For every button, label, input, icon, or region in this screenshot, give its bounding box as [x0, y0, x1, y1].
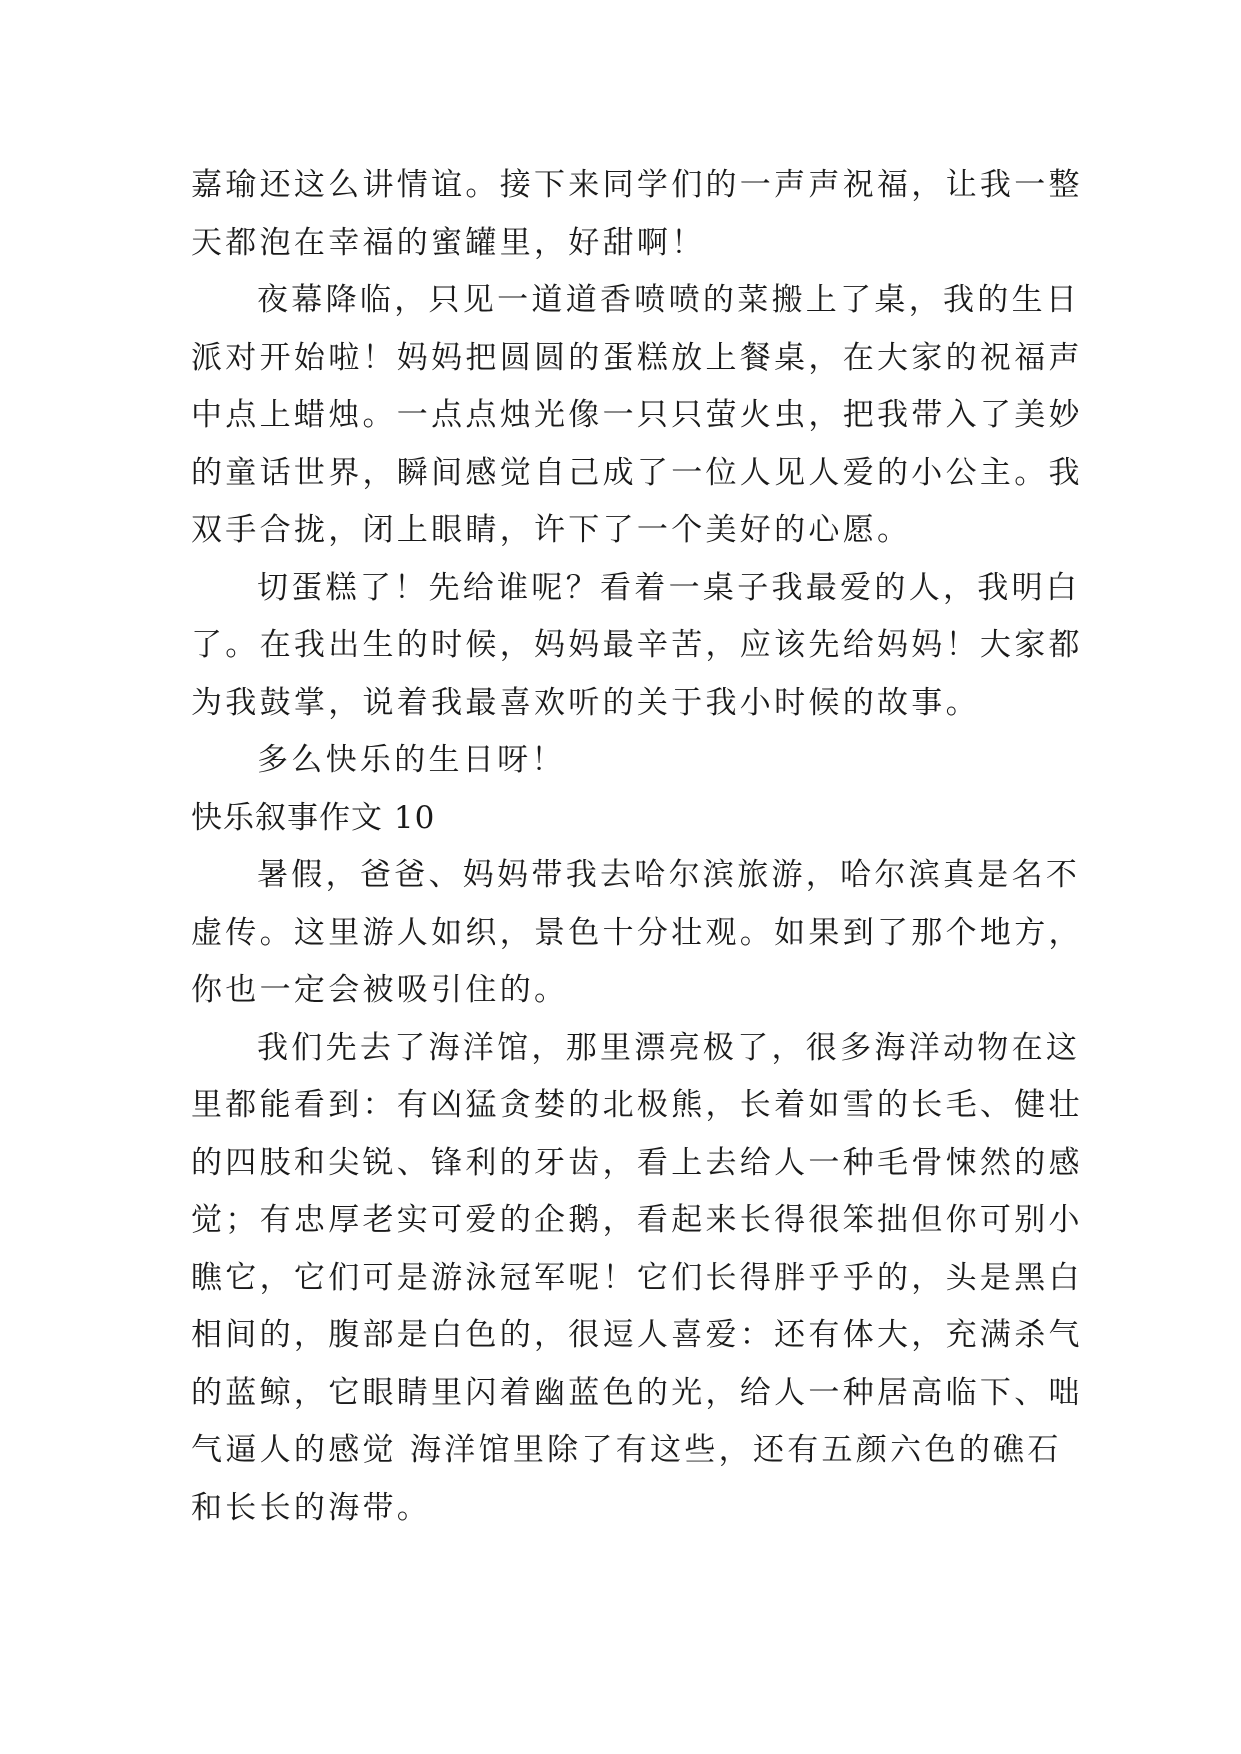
text-line: 的童话世界，瞬间感觉自己成了一位人见人爱的小公主。我 — [191, 454, 1083, 491]
text-line: 切蛋糕了！先给谁呢？看着一桌子我最爱的人，我明白 — [257, 569, 1081, 606]
document-body — [191, 157, 1083, 1537]
text-line: 气逼人的感觉 海洋馆里除了有这些，还有五颜六色的礁石 — [191, 1432, 1062, 1468]
text-line: 中点上蜡烛。一点点烛光像一只只萤火虫，把我带入了美妙 — [191, 397, 1083, 433]
text-line: 天都泡在幸福的蜜罐里，好甜啊！ — [191, 224, 706, 261]
text-line: 为我鼓掌，说着我最喜欢听的关于我小时候的故事。 — [191, 684, 980, 721]
text-line: 派对开始啦！妈妈把圆圆的蛋糕放上餐桌，在大家的祝福声 — [191, 339, 1083, 376]
text-line: 虚传。这里游人如织，景色十分壮观。如果到了那个地方， — [191, 914, 1083, 951]
text-line: 的四肢和尖锐、锋利的牙齿，看上去给人一种毛骨悚然的感 — [191, 1144, 1083, 1181]
text-line: 觉；有忠厚老实可爱的企鹅，看起来长得很笨拙但你可别小 — [191, 1202, 1083, 1238]
text-line: 和长长的海带。 — [191, 1489, 432, 1526]
text-line: 瞧它，它们可是游泳冠军呢！它们长得胖乎乎的，头是黑白 — [191, 1259, 1083, 1296]
text-line: 了。在我出生的时候，妈妈最辛苦，应该先给妈妈！大家都 — [191, 627, 1083, 663]
text-line: 嘉瑜还这么讲情谊。接下来同学们的一声声祝福，让我一整 — [191, 167, 1083, 203]
text-line: 双手合拢，闭上眼睛，许下了一个美好的心愿。 — [191, 512, 912, 548]
text-line: 里都能看到：有凶猛贪婪的北极熊，长着如雪的长毛、健壮 — [191, 1087, 1083, 1123]
text-line: 你也一定会被吸引住的。 — [191, 972, 569, 1008]
text-line: 多么快乐的生日呀！ — [257, 742, 566, 778]
text-line: 的蓝鲸，它眼睛里闪着幽蓝色的光，给人一种居高临下、咄 — [191, 1374, 1083, 1411]
section-heading: 快乐叙事作文 10 — [191, 799, 436, 836]
text-line: 相间的，腹部是白色的，很逗人喜爱：还有体大，充满杀气 — [191, 1317, 1083, 1353]
text-line: 暑假，爸爸、妈妈带我去哈尔滨旅游，哈尔滨真是名不 — [257, 857, 1081, 893]
text-line: 我们先去了海洋馆，那里漂亮极了，很多海洋动物在这 — [257, 1029, 1081, 1066]
text-line: 夜幕降临，只见一道道香喷喷的菜搬上了桌，我的生日 — [257, 282, 1081, 318]
